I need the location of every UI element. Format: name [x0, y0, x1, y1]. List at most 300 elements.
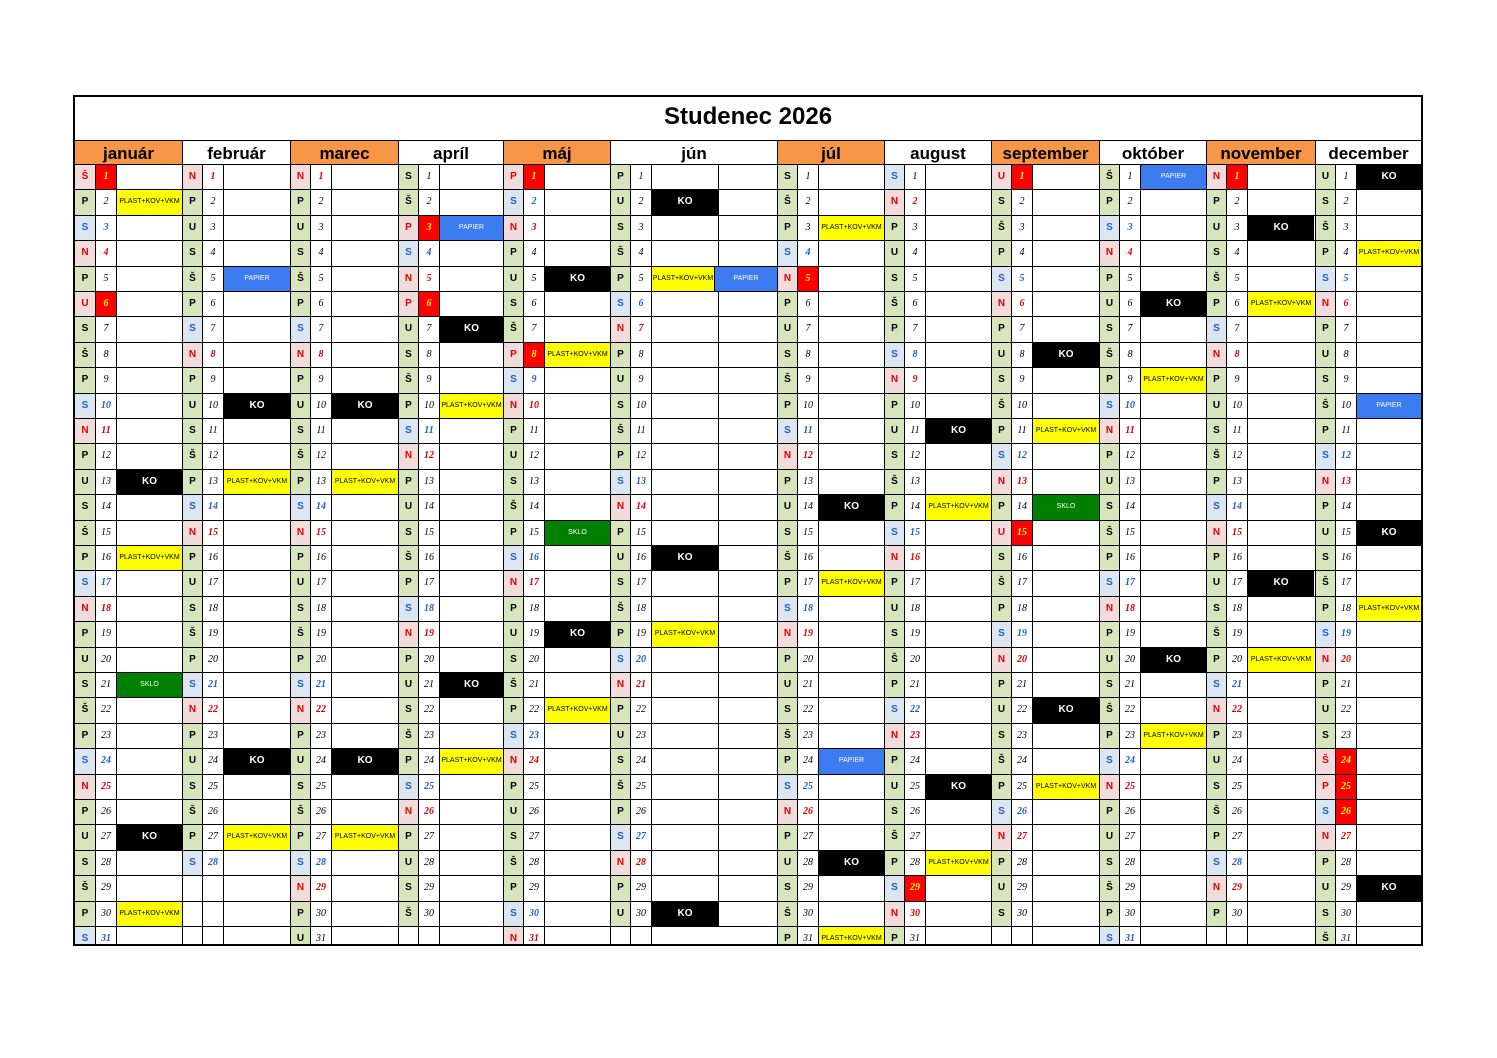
day-row — [991, 215, 1099, 240]
day-row — [610, 418, 777, 443]
weekday-letter: P — [1206, 470, 1226, 494]
day-row — [991, 748, 1099, 773]
empty-cell — [439, 800, 440, 824]
day-number: 19 — [202, 622, 223, 646]
day-row — [182, 875, 290, 900]
day-number: 6 — [797, 292, 818, 316]
empty-cell — [331, 292, 332, 316]
day-row — [1315, 418, 1421, 443]
weekday-letter: U — [884, 419, 904, 443]
day-number: 13 — [1119, 470, 1140, 494]
empty-cell — [331, 622, 332, 646]
weekday-letter: S — [1206, 241, 1226, 265]
day-row — [777, 164, 884, 189]
weekday-letter: P — [75, 267, 95, 291]
day-row — [503, 443, 610, 468]
weekday-letter: N — [503, 927, 523, 944]
weekday-letter: S — [75, 851, 95, 875]
weekday-letter: N — [398, 267, 418, 291]
day-number: 10 — [630, 394, 651, 418]
day-row — [503, 494, 610, 519]
weekday-letter: U — [610, 546, 630, 570]
day-row — [398, 189, 503, 214]
day-number: 23 — [630, 724, 651, 748]
weekday-letter: S — [991, 622, 1011, 646]
empty-cell — [439, 190, 440, 214]
day-row — [182, 393, 290, 418]
day-row — [1206, 697, 1315, 722]
month-header-5: jún — [610, 140, 777, 164]
empty-cell — [544, 571, 545, 595]
weekday-letter: S — [503, 190, 523, 214]
day-row — [1315, 240, 1421, 265]
day-row — [1315, 266, 1421, 291]
empty-cell — [1032, 190, 1033, 214]
day-number: 4 — [797, 241, 818, 265]
weekday-letter: P — [610, 876, 630, 900]
day-row — [991, 596, 1099, 621]
day-number: 12 — [630, 444, 651, 468]
pickup-ko: KO — [439, 673, 503, 697]
weekday-letter: P — [182, 292, 202, 316]
weekday-letter: U — [503, 444, 523, 468]
empty-cell — [651, 927, 652, 944]
weekday-letter: U — [884, 241, 904, 265]
weekday-letter: Š — [777, 902, 797, 926]
empty-cell — [331, 851, 332, 875]
empty-cell — [439, 648, 440, 672]
empty-cell — [544, 800, 545, 824]
weekday-letter: P — [290, 902, 310, 926]
weekday-letter: S — [182, 495, 202, 519]
day-number: 2 — [1119, 190, 1140, 214]
pickup-plast: PLAST+KOV+VKM — [331, 470, 398, 494]
day-number: 29 — [797, 876, 818, 900]
weekday-letter: S — [503, 724, 523, 748]
empty-cell — [925, 546, 926, 570]
day-row — [777, 215, 884, 240]
day-number: 2 — [1011, 190, 1032, 214]
empty-cell — [1247, 927, 1248, 944]
day-number: 3 — [418, 216, 439, 240]
weekday-letter: P — [75, 724, 95, 748]
weekday-letter: Š — [1315, 927, 1335, 944]
day-row — [75, 647, 182, 672]
day-number: 12 — [1335, 444, 1356, 468]
day-number: 11 — [95, 419, 116, 443]
empty-cell — [1032, 800, 1033, 824]
day-number: 26 — [797, 800, 818, 824]
weekday-letter: P — [610, 622, 630, 646]
weekday-letter: S — [991, 800, 1011, 824]
weekday-letter: S — [610, 470, 630, 494]
day-number: 14 — [1011, 495, 1032, 519]
day-row — [884, 926, 991, 944]
empty-cell — [1032, 292, 1033, 316]
day-number: 25 — [523, 775, 544, 799]
day-row — [1315, 520, 1421, 545]
day-number: 18 — [1011, 597, 1032, 621]
empty-cell — [818, 597, 819, 621]
day-number: 16 — [797, 546, 818, 570]
empty-cell — [1011, 927, 1012, 944]
empty-cell — [439, 419, 440, 443]
empty-cell — [818, 190, 819, 214]
day-row — [75, 316, 182, 341]
day-number: 11 — [904, 419, 925, 443]
day-number: 12 — [1119, 444, 1140, 468]
day-number: 16 — [310, 546, 331, 570]
day-number: 30 — [418, 902, 439, 926]
weekday-letter: U — [75, 648, 95, 672]
weekday-letter: S — [884, 165, 904, 189]
day-number: 20 — [630, 648, 651, 672]
day-number: 10 — [1226, 394, 1247, 418]
weekday-letter: Š — [398, 724, 418, 748]
empty-cell — [439, 622, 440, 646]
empty-cell — [925, 724, 926, 748]
empty-cell — [925, 825, 926, 849]
day-number: 19 — [310, 622, 331, 646]
day-number: 6 — [523, 292, 544, 316]
weekday-letter: S — [777, 343, 797, 367]
day-number: 19 — [418, 622, 439, 646]
day-row — [610, 901, 777, 926]
empty-cell — [718, 444, 719, 468]
weekday-letter: P — [610, 165, 630, 189]
weekday-letter: S — [398, 165, 418, 189]
pickup-plast: PLAST+KOV+VKM — [651, 267, 714, 291]
empty-cell — [544, 927, 545, 944]
day-number: 6 — [904, 292, 925, 316]
empty-cell — [1356, 444, 1357, 468]
day-row — [777, 723, 884, 748]
empty-cell — [182, 902, 183, 926]
weekday-letter: S — [777, 521, 797, 545]
day-number: 18 — [202, 597, 223, 621]
day-row — [398, 875, 503, 900]
empty-cell — [1032, 673, 1033, 697]
empty-cell — [116, 648, 117, 672]
day-row — [610, 469, 777, 494]
day-number: 10 — [310, 394, 331, 418]
day-number: 2 — [630, 190, 651, 214]
day-number: 20 — [523, 648, 544, 672]
empty-cell — [439, 724, 440, 748]
day-row — [884, 240, 991, 265]
day-number: 17 — [630, 571, 651, 595]
empty-cell — [651, 292, 652, 316]
empty-cell — [544, 851, 545, 875]
day-number: 7 — [523, 317, 544, 341]
day-number: 27 — [95, 825, 116, 849]
day-row — [398, 748, 503, 773]
day-number: 27 — [310, 825, 331, 849]
day-row — [610, 367, 777, 392]
day-row — [610, 799, 777, 824]
pickup-plast: PLAST+KOV+VKM — [116, 902, 182, 926]
empty-cell — [651, 749, 652, 773]
weekday-letter: U — [503, 800, 523, 824]
weekday-letter: S — [1099, 495, 1119, 519]
weekday-letter: Š — [290, 267, 310, 291]
day-row — [991, 291, 1099, 316]
pickup-sklo: SKLO — [1032, 495, 1099, 519]
pickup-ko: KO — [651, 902, 718, 926]
day-row — [991, 316, 1099, 341]
day-row — [1206, 672, 1315, 697]
day-number: 28 — [310, 851, 331, 875]
empty-cell — [818, 317, 819, 341]
day-row — [884, 697, 991, 722]
weekday-letter: U — [1206, 749, 1226, 773]
empty-cell — [223, 622, 224, 646]
day-number: 14 — [630, 495, 651, 519]
weekday-letter: N — [884, 902, 904, 926]
pickup-plast: PLAST+KOV+VKM — [818, 571, 884, 595]
empty-cell — [544, 648, 545, 672]
day-number: 17 — [797, 571, 818, 595]
day-number: 27 — [1226, 825, 1247, 849]
weekday-letter: N — [1206, 165, 1226, 189]
day-row — [884, 621, 991, 646]
day-number: 12 — [202, 444, 223, 468]
weekday-letter: S — [1206, 495, 1226, 519]
empty-cell — [223, 673, 224, 697]
day-row — [1315, 697, 1421, 722]
pickup-ko: KO — [818, 851, 884, 875]
day-number: 17 — [1226, 571, 1247, 595]
weekday-letter: S — [884, 444, 904, 468]
weekday-letter: S — [398, 521, 418, 545]
day-row — [503, 647, 610, 672]
weekday-letter: P — [777, 571, 797, 595]
weekday-letter: S — [398, 343, 418, 367]
weekday-letter: S — [884, 343, 904, 367]
pickup-ko: KO — [116, 470, 182, 494]
day-number: 5 — [797, 267, 818, 291]
empty-cell — [1032, 267, 1033, 291]
day-number: 24 — [202, 749, 223, 773]
empty-cell — [818, 267, 819, 291]
day-number: 21 — [1119, 673, 1140, 697]
empty-cell — [544, 825, 545, 849]
day-row — [884, 824, 991, 849]
empty-cell — [1140, 521, 1141, 545]
empty-cell — [925, 749, 926, 773]
day-row — [290, 596, 398, 621]
weekday-letter: Š — [1315, 216, 1335, 240]
day-number: 13 — [310, 470, 331, 494]
day-row — [777, 520, 884, 545]
empty-cell — [718, 165, 719, 189]
pickup-plast: PLAST+KOV+VKM — [1247, 292, 1314, 316]
day-row — [398, 291, 503, 316]
empty-cell — [1140, 317, 1141, 341]
empty-cell — [1356, 927, 1357, 944]
day-number: 10 — [797, 394, 818, 418]
day-row — [75, 342, 182, 367]
empty-cell — [718, 394, 719, 418]
day-row — [1206, 494, 1315, 519]
weekday-letter: P — [777, 470, 797, 494]
empty-cell — [1140, 495, 1141, 519]
day-number: 3 — [1119, 216, 1140, 240]
day-row — [503, 367, 610, 392]
weekday-letter: S — [610, 292, 630, 316]
day-number: 9 — [95, 368, 116, 392]
day-row — [991, 723, 1099, 748]
weekday-letter: S — [1206, 419, 1226, 443]
day-row — [1099, 418, 1206, 443]
month-header-9: október — [1099, 140, 1206, 164]
day-row — [884, 316, 991, 341]
weekday-letter: N — [503, 394, 523, 418]
weekday-letter: S — [1315, 368, 1335, 392]
day-number: 16 — [1119, 546, 1140, 570]
day-number: 4 — [1011, 241, 1032, 265]
day-row — [1315, 393, 1421, 418]
empty-cell — [651, 343, 652, 367]
empty-cell — [651, 876, 652, 900]
day-number: 24 — [797, 749, 818, 773]
day-number: 28 — [1335, 851, 1356, 875]
pickup-plast: PLAST+KOV+VKM — [651, 622, 718, 646]
empty-cell — [651, 419, 652, 443]
day-number: 28 — [797, 851, 818, 875]
empty-cell — [651, 470, 652, 494]
weekday-letter: P — [182, 546, 202, 570]
day-row — [75, 545, 182, 570]
day-row — [1315, 570, 1421, 595]
empty-cell — [1247, 165, 1248, 189]
weekday-letter: P — [1206, 902, 1226, 926]
day-row — [1315, 672, 1421, 697]
day-number: 22 — [1011, 698, 1032, 722]
empty-cell — [439, 368, 440, 392]
pickup-ko: KO — [1140, 648, 1206, 672]
empty-cell — [1140, 927, 1141, 944]
empty-cell — [439, 521, 440, 545]
pickup-papier: PAPIER — [818, 749, 884, 773]
day-row — [1206, 316, 1315, 341]
day-row — [1315, 596, 1421, 621]
day-number: 19 — [1011, 622, 1032, 646]
day-row — [398, 266, 503, 291]
empty-cell — [651, 444, 652, 468]
empty-cell — [331, 190, 332, 214]
day-number: 2 — [797, 190, 818, 214]
day-number: 18 — [1119, 597, 1140, 621]
empty-cell — [818, 521, 819, 545]
weekday-letter: N — [503, 571, 523, 595]
weekday-letter: Š — [991, 749, 1011, 773]
weekday-letter: S — [1099, 571, 1119, 595]
day-row — [991, 367, 1099, 392]
day-row — [1099, 774, 1206, 799]
weekday-letter: U — [991, 343, 1011, 367]
day-number: 9 — [523, 368, 544, 392]
weekday-letter: Š — [777, 190, 797, 214]
empty-cell — [925, 267, 926, 291]
day-number: 25 — [95, 775, 116, 799]
day-number: 10 — [1011, 394, 1032, 418]
day-number: 29 — [904, 876, 925, 900]
day-row — [1315, 443, 1421, 468]
weekday-letter: U — [610, 368, 630, 392]
day-number: 6 — [95, 292, 116, 316]
day-row — [182, 494, 290, 519]
day-number: 11 — [310, 419, 331, 443]
day-row — [777, 850, 884, 875]
weekday-letter: N — [777, 622, 797, 646]
day-row — [991, 240, 1099, 265]
empty-cell — [818, 292, 819, 316]
weekday-letter: Š — [610, 241, 630, 265]
weekday-letter: S — [991, 546, 1011, 570]
day-number: 30 — [797, 902, 818, 926]
day-row — [884, 367, 991, 392]
day-row — [610, 621, 777, 646]
weekday-letter: S — [290, 851, 310, 875]
day-row — [75, 367, 182, 392]
day-number: 24 — [95, 749, 116, 773]
day-number: 24 — [904, 749, 925, 773]
day-number: 9 — [202, 368, 223, 392]
day-number: 4 — [202, 241, 223, 265]
empty-cell — [925, 800, 926, 824]
weekday-letter: S — [182, 241, 202, 265]
day-row — [991, 672, 1099, 697]
empty-cell — [925, 698, 926, 722]
empty-cell — [1140, 622, 1141, 646]
day-number: 2 — [202, 190, 223, 214]
empty-cell — [223, 165, 224, 189]
day-number: 23 — [202, 724, 223, 748]
empty-cell — [818, 394, 819, 418]
weekday-letter: P — [610, 267, 630, 291]
day-row — [503, 469, 610, 494]
weekday-letter: P — [777, 216, 797, 240]
day-number: 3 — [95, 216, 116, 240]
weekday-letter: S — [884, 622, 904, 646]
day-row — [398, 697, 503, 722]
day-row — [75, 291, 182, 316]
empty-cell — [116, 749, 117, 773]
day-row — [1099, 266, 1206, 291]
empty-cell — [718, 216, 719, 240]
month-header-7: august — [884, 140, 991, 164]
day-row — [503, 723, 610, 748]
day-row — [1099, 291, 1206, 316]
day-row — [777, 316, 884, 341]
weekday-letter: Š — [398, 368, 418, 392]
weekday-letter: S — [1099, 851, 1119, 875]
day-row — [503, 291, 610, 316]
weekday-letter: N — [182, 698, 202, 722]
weekday-letter: N — [75, 775, 95, 799]
weekday-letter: N — [1099, 597, 1119, 621]
weekday-letter: P — [884, 851, 904, 875]
weekday-letter: U — [1099, 825, 1119, 849]
day-row — [991, 520, 1099, 545]
empty-cell — [116, 292, 117, 316]
day-number: 16 — [523, 546, 544, 570]
day-number: 20 — [1335, 648, 1356, 672]
day-number: 21 — [418, 673, 439, 697]
weekday-letter: U — [182, 571, 202, 595]
weekday-letter: P — [398, 470, 418, 494]
